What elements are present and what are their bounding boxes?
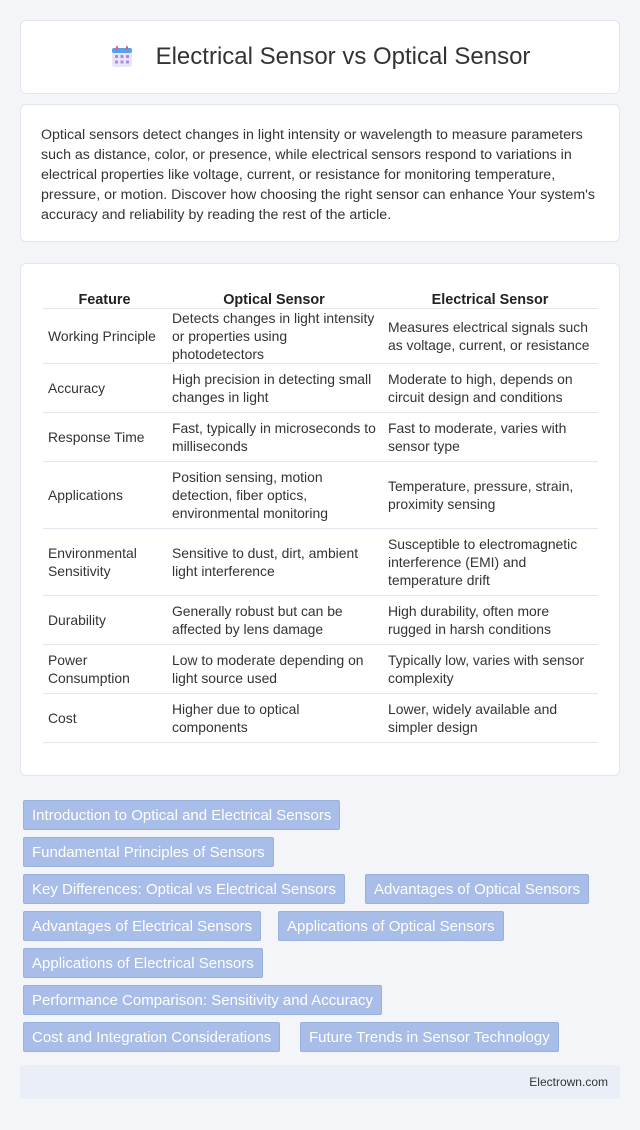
electrical-cell: Measures electrical signals such as voltage, current, or resistance [382, 308, 598, 363]
header-feature: Feature [43, 284, 166, 308]
topic-link[interactable]: Fundamental Principles of Sensors [23, 837, 274, 867]
optical-cell: Higher due to optical components [166, 693, 382, 742]
optical-cell: Low to moderate depending on light source used [166, 644, 382, 693]
feature-cell: Durability [43, 595, 166, 644]
feature-cell: Power Consumption [43, 644, 166, 693]
footer [20, 1065, 620, 1099]
electrical-cell: Temperature, pressure, strain, proximity sensing [382, 461, 598, 528]
intro-text: Optical sensors detect changes in light intensity or wavelength to measure parameters such as distance, color, or presence, while electrical sensors respond to variations in electrical properties like voltage, current, or resistance for monitoring temperature, pressure, or motion. Discover how choosing the right sensor can enhance Your system's accuracy and reliability by reading the rest of the article. [41, 127, 595, 223]
feature-cell: Working Principle [43, 308, 166, 363]
table-header-row [43, 284, 598, 308]
comparison-table [43, 284, 598, 743]
topic-link[interactable]: Advantages of Optical Sensors [365, 874, 589, 904]
topic-link[interactable]: Applications of Electrical Sensors [23, 948, 263, 978]
electrical-cell: Moderate to high, depends on circuit design and conditions [382, 363, 598, 412]
table-row [43, 308, 598, 363]
topic-link[interactable]: Applications of Optical Sensors [278, 911, 504, 941]
feature-cell: Environmental Sensitivity [43, 528, 166, 595]
optical-cell: Position sensing, motion detection, fiber optics, environmental monitoring [166, 461, 382, 528]
page-title: Electrical Sensor vs Optical Sensor [155, 43, 531, 70]
electrical-cell: Typically low, varies with sensor complexity [382, 644, 598, 693]
table-row [43, 595, 598, 644]
topic-link[interactable]: Future Trends in Sensor Technology [300, 1022, 559, 1052]
table-row [43, 528, 598, 595]
electrical-cell: Fast to moderate, varies with sensor type [382, 412, 598, 461]
table-row [43, 644, 598, 693]
topic-link[interactable]: Key Differences: Optical vs Electrical Sensors [23, 874, 345, 904]
intro-card [20, 104, 620, 242]
header-optical: Optical Sensor [166, 284, 382, 308]
footer-site-name: Electrown.com [529, 1075, 608, 1089]
topic-link[interactable]: Performance Comparison: Sensitivity and Accuracy [23, 985, 382, 1015]
topic-link[interactable]: Introduction to Optical and Electrical Sensors [23, 800, 340, 830]
table-row [43, 412, 598, 461]
electrical-cell: High durability, often more rugged in harsh conditions [382, 595, 598, 644]
title-card [20, 20, 620, 94]
feature-cell: Applications [43, 461, 166, 528]
optical-cell: Sensitive to dust, dirt, ambient light interference [166, 528, 382, 595]
calendar-grid-icon [110, 45, 134, 69]
topic-link[interactable]: Cost and Integration Considerations [23, 1022, 280, 1052]
topic-link[interactable]: Advantages of Electrical Sensors [23, 911, 261, 941]
optical-cell: High precision in detecting small changes in light [166, 363, 382, 412]
comparison-table-card [20, 263, 620, 776]
table-row [43, 363, 598, 412]
table-row [43, 461, 598, 528]
optical-cell: Fast, typically in microseconds to milliseconds [166, 412, 382, 461]
feature-cell: Response Time [43, 412, 166, 461]
electrical-cell: Lower, widely available and simpler design [382, 693, 598, 742]
feature-cell: Cost [43, 693, 166, 742]
optical-cell: Detects changes in light intensity or properties using photodetectors [166, 308, 382, 363]
optical-cell: Generally robust but can be affected by lens damage [166, 595, 382, 644]
feature-cell: Accuracy [43, 363, 166, 412]
table-row [43, 693, 598, 742]
header-electrical: Electrical Sensor [382, 284, 598, 308]
electrical-cell: Susceptible to electromagnetic interference (EMI) and temperature drift [382, 528, 598, 595]
